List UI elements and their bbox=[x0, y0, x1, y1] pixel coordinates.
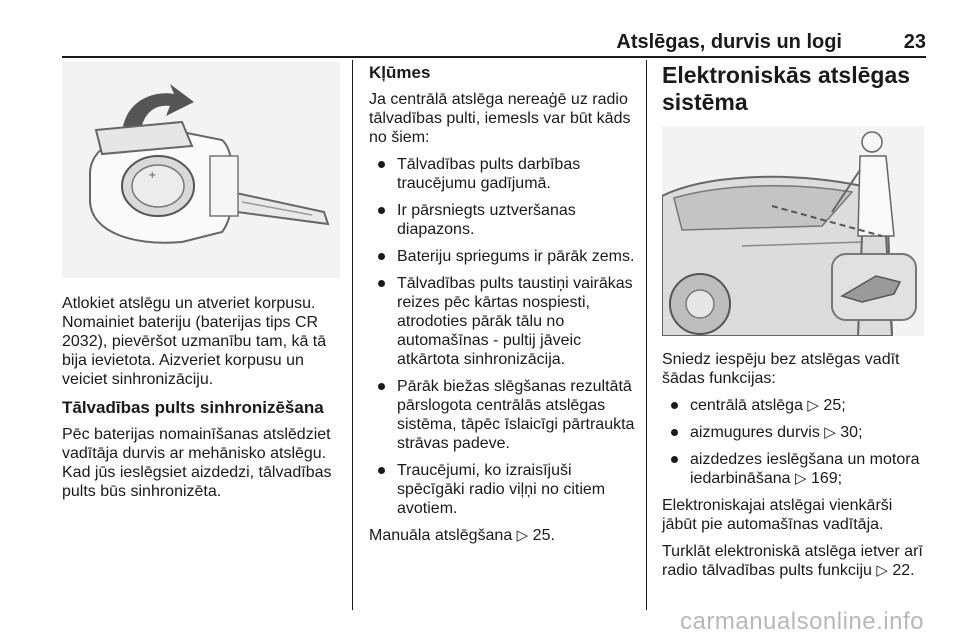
page-ref-arrow-icon: ▷ bbox=[824, 424, 836, 441]
list-item: Traucējumi, ko izraisījuši spēcīgāki radio viļņi no citiem avotiem. bbox=[369, 461, 635, 518]
page-title: Atslēgas, durvis un logi bbox=[616, 31, 842, 53]
bullet-icon bbox=[378, 467, 385, 474]
keyless-car-illustration bbox=[662, 126, 924, 336]
keyless-remote-note: Turklāt elektroniskā atslēga ietver arī radio tālvadības pults funkciju ▷ 22. bbox=[662, 543, 923, 579]
sync-text: Pēc baterijas nomainīšanas atslēdziet vadītāja durvis ar mehānisko atslēgu. Kad jūs ieslēgsiet aizdedzi, tālvadības pults būs sinhronizēta. bbox=[62, 426, 332, 500]
battery-replacement-text: Atlokiet atslēgu un atveriet korpusu. Nomainiet bateriju (baterijas tips CR 2032), pievēršot uzmanību tam, kā tā bija ievietota. Aizveriet korpusu un veiciet sinhronizāciju. bbox=[62, 295, 327, 388]
section-heading-sync: Tālvadības pults sinhronizēšana bbox=[62, 398, 324, 417]
column-left bbox=[62, 62, 344, 509]
bullet-icon bbox=[378, 383, 385, 390]
bullet-icon bbox=[378, 280, 385, 287]
keyless-note: Elektroniskajai atslēgai vienkārši jābūt pie automašīnas vadītāja. bbox=[662, 497, 893, 533]
bullet-icon bbox=[378, 207, 385, 214]
page-ref-arrow-icon: ▷ bbox=[876, 562, 888, 579]
svg-text:+: + bbox=[148, 170, 157, 181]
column-middle bbox=[369, 62, 635, 553]
bullet-icon bbox=[671, 402, 678, 409]
list-item: aizmugures durvis ▷ 30; bbox=[662, 423, 928, 442]
bullet-icon bbox=[378, 253, 385, 260]
faults-intro: Ja centrālā atslēga nereaģē uz radio tālvadības pulti, iemesls var būt kāds no šiem: bbox=[369, 91, 631, 146]
list-item: Bateriju spriegums ir pārāk zems. bbox=[369, 247, 635, 266]
keyless-intro: Sniedz iespēju bez atslēgas vadīt šādas funkcijas: bbox=[662, 351, 900, 387]
list-item: centrālā atslēga ▷ 25; bbox=[662, 396, 928, 415]
bullet-icon bbox=[671, 429, 678, 436]
page-number: 23 bbox=[903, 31, 926, 53]
list-item: aizdedzes ieslēgšana un motora iedarbināšana ▷ 169; bbox=[662, 450, 928, 488]
page-ref-arrow-icon: ▷ bbox=[807, 397, 819, 414]
page-ref-arrow-icon: ▷ bbox=[516, 527, 529, 544]
list-item: Ir pārsniegts uztveršanas diapazons. bbox=[369, 201, 635, 239]
list-item: Tālvadības pults taustiņi vairākas reizes pēc kārtas nospiesti, atrodoties pārāk tālu no automašīnas - pultij jāveic atkārtota sinhronizācija. bbox=[369, 274, 635, 369]
page-header bbox=[62, 28, 926, 58]
faults-list bbox=[369, 155, 635, 518]
bullet-icon bbox=[671, 456, 678, 463]
key-battery-illustration bbox=[62, 62, 340, 278]
column-right bbox=[662, 62, 928, 588]
list-item: Tālvadības pults darbības traucējumu gadījumā. bbox=[369, 155, 635, 193]
page-ref-arrow-icon: ▷ bbox=[794, 470, 807, 487]
column-divider bbox=[646, 60, 647, 610]
manual-unlock-reference: Manuāla atslēgšana ▷ 25. bbox=[369, 527, 555, 544]
section-heading-faults: Kļūmes bbox=[369, 63, 431, 82]
watermark: carmanualsonline.info bbox=[680, 608, 924, 635]
column-divider bbox=[352, 60, 353, 610]
bullet-icon bbox=[378, 161, 385, 168]
section-heading-keyless: Elektroniskās atslēgas sistēma bbox=[662, 62, 911, 115]
keyless-functions-list bbox=[662, 396, 928, 488]
list-item: Pārāk biežas slēgšanas rezultātā pārslogota centrālās atslēgas sistēma, tāpēc īslaicīgi pārtraukta strāvas padeve. bbox=[369, 377, 635, 453]
